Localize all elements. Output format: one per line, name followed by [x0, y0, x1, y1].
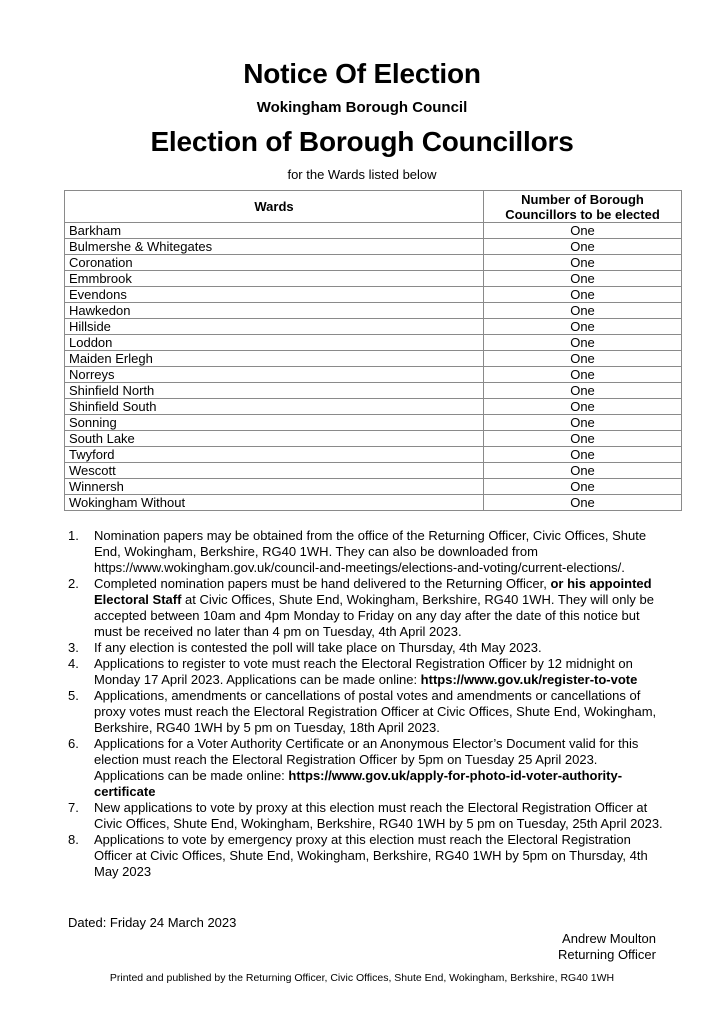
- table-row: [65, 335, 682, 351]
- note-text: Applications to vote by emergency proxy at this election must reach the Electoral Registration Officer at Civic Offices, Shute End, Wokingham, Berkshire, RG40 1WH by 5pm on Thursday, 4th May 2023: [94, 832, 648, 879]
- councillor-count: One: [484, 447, 682, 463]
- note-text: Completed nomination papers must be hand delivered to the Returning Officer,: [94, 576, 551, 591]
- councillor-count: One: [484, 399, 682, 415]
- table-row: [65, 463, 682, 479]
- ward-name: Emmbrook: [65, 271, 484, 287]
- table-row: [65, 303, 682, 319]
- ward-name: Loddon: [65, 335, 484, 351]
- councillor-count: One: [484, 367, 682, 383]
- table-row: [65, 367, 682, 383]
- ward-name: Shinfield South: [65, 399, 484, 415]
- ward-name: Hillside: [65, 319, 484, 335]
- council-name: Wokingham Borough Council: [256, 99, 468, 116]
- councillor-count: One: [484, 335, 682, 351]
- table-row: [65, 479, 682, 495]
- councillor-count: One: [484, 271, 682, 287]
- column-header-wards: Wards: [65, 191, 484, 223]
- ward-name: Sonning: [65, 415, 484, 431]
- note-item: [64, 576, 664, 640]
- table-row: [65, 495, 682, 511]
- councillor-count: One: [484, 479, 682, 495]
- note-item: [64, 528, 664, 576]
- note-item: [64, 736, 664, 800]
- wards-note: for the Wards listed below: [287, 167, 437, 182]
- table-row: [65, 399, 682, 415]
- dated-line: Dated: Friday 24 March 2023: [68, 915, 237, 930]
- councillor-count: One: [484, 495, 682, 511]
- table-row: [65, 255, 682, 271]
- table-row: [65, 287, 682, 303]
- ward-name: Barkham: [65, 223, 484, 239]
- wards-table: [64, 190, 682, 511]
- table-row: [65, 223, 682, 239]
- note-number: 8.: [68, 832, 79, 847]
- ward-name: Twyford: [65, 447, 484, 463]
- note-number: 7.: [68, 800, 79, 815]
- ward-name: Shinfield North: [65, 383, 484, 399]
- note-text-bold: https://www.gov.uk/apply-for-photo-id-voter-authority-certificate: [94, 768, 623, 799]
- column-header-count: [484, 191, 682, 223]
- table-row: [65, 415, 682, 431]
- councillor-count: One: [484, 351, 682, 367]
- ward-name: Hawkedon: [65, 303, 484, 319]
- ward-name: Wokingham Without: [65, 495, 484, 511]
- note-text: Applications, amendments or cancellations of postal votes and amendments or cancellations of proxy votes must reach the Electoral Registration Officer at Civic Offices, Shute End, Wokingham, Berkshire, RG40 1WH by 5 pm on Tuesday, 18th April 2023.: [94, 688, 657, 735]
- councillor-count: One: [484, 463, 682, 479]
- note-text: Applications to register to vote must reach the Electoral Registration Officer by 12 midnight on Monday 17 April 2023. Applications can be made online:: [94, 656, 633, 687]
- councillor-count: One: [484, 223, 682, 239]
- signatory-role: Returning Officer: [557, 947, 656, 962]
- wards-table-body: [65, 223, 682, 511]
- ward-name: Winnersh: [65, 479, 484, 495]
- councillor-count: One: [484, 431, 682, 447]
- signature-block: [558, 931, 656, 963]
- ward-name: South Lake: [65, 431, 484, 447]
- table-row: [65, 383, 682, 399]
- councillor-count: One: [484, 415, 682, 431]
- table-row: [65, 431, 682, 447]
- note-item: [64, 800, 664, 832]
- note-text: Applications for a Voter Authority Certificate or an Anonymous Elector’s Document valid for this election must reach the Electoral Registration Officer by 5pm on Tuesday 25 April 2023. Applications can be made online:: [94, 736, 639, 783]
- table-header-row: [65, 191, 682, 223]
- note-item: [64, 640, 664, 656]
- note-text-bold: https://www.gov.uk/register-to-vote: [420, 672, 638, 687]
- column-header-count-line2: Councillors to be elected: [505, 206, 660, 222]
- note-item: [64, 688, 664, 736]
- ward-name: Maiden Erlegh: [65, 351, 484, 367]
- note-text: Nomination papers may be obtained from the office of the Returning Officer, Civic Offices, Shute End, Wokingham, Berkshire, RG40 1WH. They can also be downloaded from https://www.wokingham.gov.uk/council-and-meetings/elections-and-voting/current-elections/.: [94, 528, 647, 575]
- note-text: at Civic Offices, Shute End, Wokingham, Berkshire, RG40 1WH. They will only be accepted between 10am and 4pm Monday to Friday on any day after the date of this notice but must be received no later than 4 pm on Tuesday, 4th April 2023.: [94, 592, 654, 639]
- note-text: If any election is contested the poll will take place on Thursday, 4th May 2023.: [94, 640, 542, 655]
- councillor-count: One: [484, 255, 682, 271]
- councillor-count: One: [484, 239, 682, 255]
- election-subtitle: Election of Borough Councillors: [150, 126, 574, 157]
- note-text-bold: or his appointed Electoral Staff: [94, 576, 652, 607]
- councillor-count: One: [484, 383, 682, 399]
- councillor-count: One: [484, 303, 682, 319]
- table-row: [65, 319, 682, 335]
- note-item: [64, 656, 664, 688]
- table-row: [65, 351, 682, 367]
- note-item: [64, 832, 664, 880]
- table-row: [65, 239, 682, 255]
- imprint-line: Printed and published by the Returning Officer, Civic Offices, Shute End, Wokingham, Berkshire, RG40 1WH: [109, 972, 615, 984]
- note-number: 2.: [68, 576, 79, 591]
- ward-name: Wescott: [65, 463, 484, 479]
- note-number: 3.: [68, 640, 79, 655]
- ward-name: Bulmershe & Whitegates: [65, 239, 484, 255]
- note-number: 4.: [68, 656, 79, 671]
- ward-name: Evendons: [65, 287, 484, 303]
- table-row: [65, 271, 682, 287]
- note-number: 6.: [68, 736, 79, 751]
- column-header-count-line1: Number of Borough: [521, 191, 644, 207]
- table-row: [65, 447, 682, 463]
- councillor-count: One: [484, 319, 682, 335]
- note-number: 5.: [68, 688, 79, 703]
- signatory-name: Andrew Moulton: [562, 931, 656, 946]
- page-title: Notice Of Election: [243, 58, 481, 89]
- ward-name: Norreys: [65, 367, 484, 383]
- notes-list: [64, 528, 664, 880]
- ward-name: Coronation: [65, 255, 484, 271]
- note-number: 1.: [68, 528, 79, 543]
- note-text: New applications to vote by proxy at this election must reach the Electoral Registration Officer at Civic Offices, Shute End, Wokingham, Berkshire, RG40 1WH by 5 pm on Tuesday, 25th April 2023.: [94, 800, 663, 831]
- councillor-count: One: [484, 287, 682, 303]
